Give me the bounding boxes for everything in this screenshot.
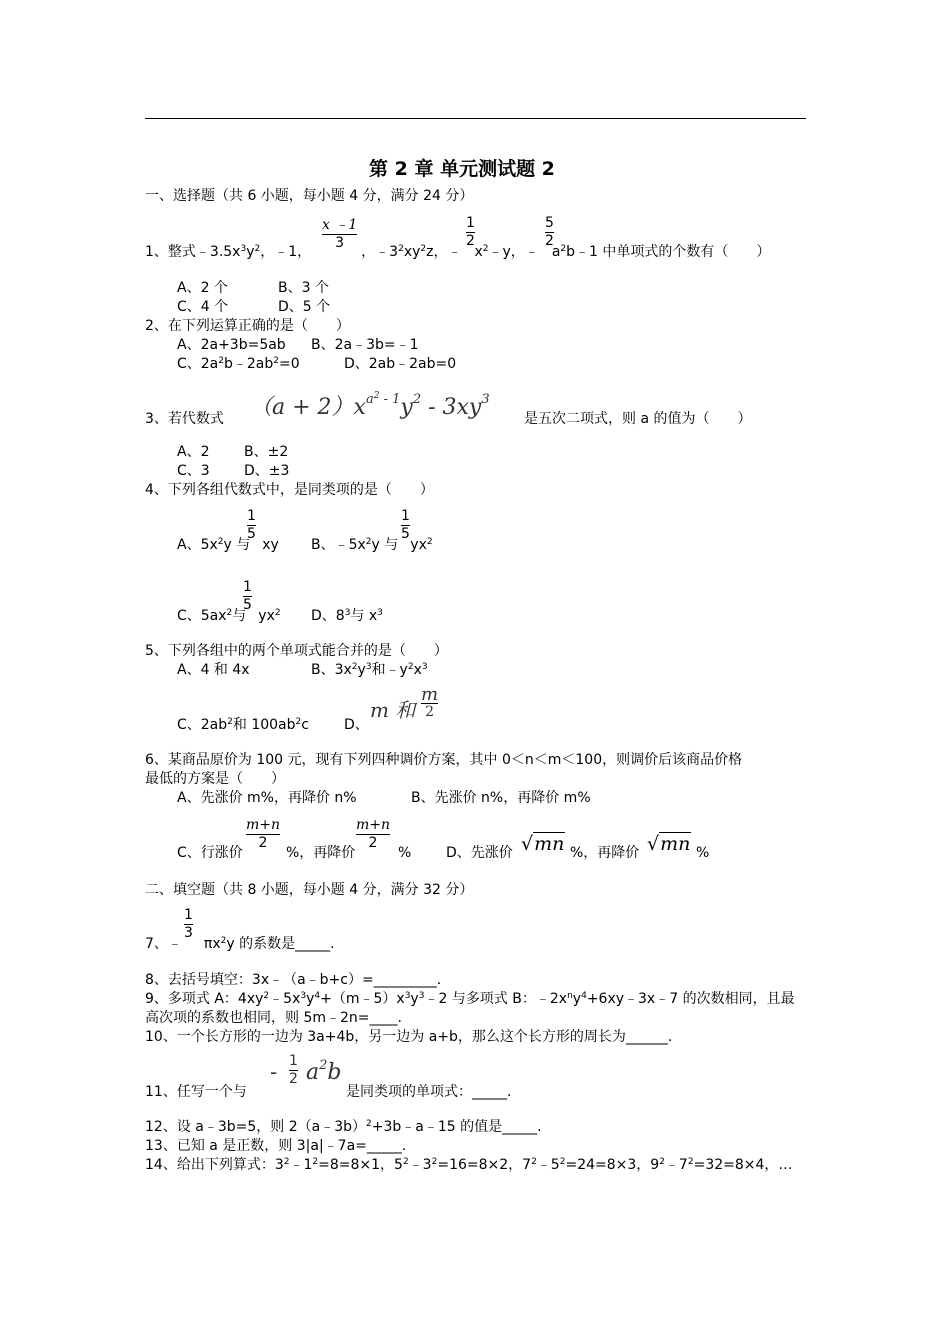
question-12: 12、设 a﹣3b=5，则 2（a﹣3b）$^2$+3b﹣a﹣15 的值是_____. (145, 1119, 542, 1135)
question-9-line1: 9、多项式 A：$4xy^2﹣5x^3y^4+(m﹣5)x^3y^3﹣2$ 与多项式 B：$﹣2x^ny^4+6xy﹣3x﹣7$ 的次数相同，且最 (145, 991, 795, 1007)
q2-option-d: D、2ab﹣2ab=0 (344, 356, 457, 372)
question-11-prefix: 11、任写一个与 (145, 1084, 247, 1100)
page-title: 第 2 章 单元测试题 2 (369, 158, 555, 180)
q3-option-b: B、±2 (244, 444, 289, 460)
section-heading-fill: 二、填空题（共 8 小题，每小题 4 分，满分 32 分） (145, 882, 474, 898)
q1-option-c: C、4 个 (177, 299, 229, 315)
q11-expression: $a^2b$ (306, 1058, 342, 1085)
q2-option-c: C、$2a^2b﹣2ab^2=0$ (177, 356, 300, 372)
question-14: 14、给出下列算式：$3^2﹣1^2=8=8\times 1$，$5^2﹣3^2=16=8\times 2$，$7^2﹣5^2=24=8\times 3$，$9^2﹣7^2=32=8\times 4$，… (145, 1157, 793, 1173)
q4-option-a: A、$5x^2y$ 与 xy (177, 537, 279, 553)
q6-option-d-part2: %，再降价 (570, 845, 640, 861)
q3-option-a: A、2 (177, 444, 210, 460)
q2-option-b: B、2a﹣3b=﹣1 (311, 337, 419, 353)
q6-option-b: B、先涨价 n%，再降价 m% (411, 790, 591, 806)
q4b-fraction: 1 5 (401, 508, 410, 542)
q6-sqrt-mn-1: √mn (521, 833, 565, 855)
q5-option-d-label: D、 (344, 717, 369, 733)
q6-option-d-part1: D、先涨价 (446, 845, 513, 861)
q1-option-a: A、2 个 (177, 280, 228, 296)
question-8: 8、去括号填空：3x﹣（a﹣b+c）=_________. (145, 972, 442, 988)
q3-option-d: D、±3 (244, 463, 290, 479)
q6-option-d-part3: % (696, 845, 710, 861)
q3-option-c: C、3 (177, 463, 210, 479)
q5-option-c: C、$2ab^2$和 $100ab^2c$ (177, 717, 309, 733)
question-6-stem-line2: 最低的方案是（ ） (145, 771, 285, 787)
q6-option-a: A、先涨价 m%，再降价 n% (177, 790, 357, 806)
q11-fraction: 1 2 (289, 1053, 298, 1087)
question-1-stem: 1、整式$﹣3.5x^3y^2$，﹣1， ，$﹣3^2xy^2z$，﹣ $x^2﹣y$，﹣ $a^2b﹣1$ 中单项式的个数有（ ） (145, 244, 771, 260)
fraction-five-halves: 5 2 (545, 215, 554, 249)
q6c-fraction-1: m+n 2 (246, 817, 281, 851)
q3-expression: $(a + 2)x^{a^2 - 1}y^2 - 3xy^3$ (250, 391, 490, 420)
q7-fraction: 1 3 (184, 907, 193, 941)
question-3-suffix: 是五次二项式，则 a 的值为（ ） (524, 411, 752, 427)
q1-option-d: D、5 个 (278, 299, 331, 315)
question-10: 10、一个长方形的一边为 3a+4b，另一边为 a+b，那么这个长方形的周长为______. (145, 1029, 673, 1045)
q2-option-a: A、2a+3b=5ab (177, 337, 286, 353)
q4-option-b: B、$﹣5x^2y$ 与 $yx^2$ (311, 537, 433, 553)
q4-option-d: D、$8^3$与 $x^3$ (311, 608, 383, 624)
q5-option-d-expr: m 和 (370, 698, 416, 722)
q6c-fraction-2: m+n 2 (356, 817, 391, 851)
question-2-stem: 2、在下列运算正确的是（ ） (145, 318, 350, 334)
question-7-text: 7、﹣ $\pi x^2y$ 的系数是_____. (145, 936, 335, 952)
q6-option-c-part3: % (398, 845, 412, 861)
question-4-stem: 4、下列各组代数式中，是同类项的是（ ） (145, 482, 434, 498)
q5-d-fraction: m 2 (421, 684, 439, 720)
section-heading-choice: 一、选择题（共 6 小题，每小题 4 分，满分 24 分） (145, 188, 474, 204)
q1-option-b: B、3 个 (278, 280, 329, 296)
fraction-x-minus-1-over-3: x ﹣1 3 (322, 217, 358, 251)
q4-option-c: C、$5ax^2$与 $yx^2$ (177, 608, 281, 624)
q5-option-b: B、$3x^2y^3$和$﹣y^2x^3$ (311, 662, 428, 678)
q5-option-a: A、4 和 4x (177, 662, 250, 678)
question-13: 13、已知 a 是正数，则 3|a|﹣7a=_____. (145, 1138, 407, 1154)
question-9-line2: 高次项的系数也相同，则 5m﹣2n=____. (145, 1010, 402, 1026)
question-11-suffix: 是同类项的单项式：_____. (346, 1084, 512, 1100)
q6-sqrt-mn-2: √mn (647, 833, 691, 855)
q11-minus: - (270, 1060, 278, 1084)
question-3-prefix: 3、若代数式 (145, 411, 224, 427)
header-rule (145, 118, 806, 119)
q6-option-c-part1: C、行涨价 (177, 845, 243, 861)
question-6-stem-line1: 6、某商品原价为 100 元，现有下列四种调价方案，其中 0＜n＜m＜100，则调价后该商品价格 (145, 752, 743, 768)
question-5-stem: 5、下列各组中的两个单项式能合并的是（ ） (145, 643, 448, 659)
q6-option-c-part2: %，再降价 (286, 845, 356, 861)
q4c-fraction: 1 5 (243, 579, 252, 613)
fraction-one-half: 1 2 (466, 215, 475, 249)
q4a-fraction: 1 5 (247, 508, 256, 542)
